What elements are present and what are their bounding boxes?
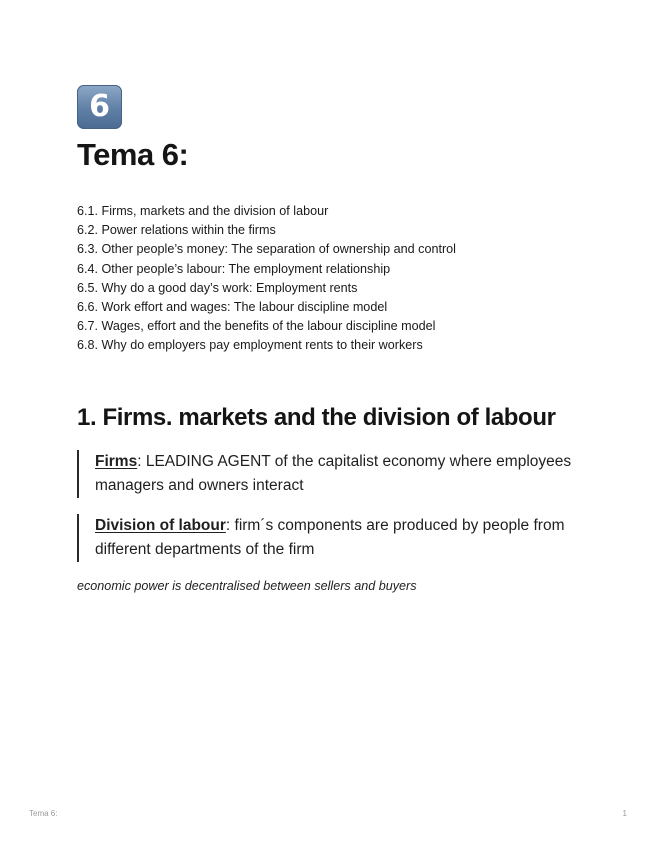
table-of-contents [77, 202, 456, 356]
quote-text: : LEADING AGENT of the capitalist economy where employees managers and owners interact [95, 453, 572, 494]
toc-item: 6.3. Other people’s money: The separation of ownership and control [77, 242, 456, 257]
toc-item: 6.8. Why do employers pay employment rents to their workers [77, 338, 423, 353]
toc-item: 6.5. Why do a good day’s work: Employment rents [77, 280, 358, 295]
quote-term: Firms [95, 453, 138, 470]
toc-item: 6.2. Power relations within the firms [77, 223, 276, 238]
toc-item: 6.7. Wages, effort and the benefits of the labour discipline model [77, 319, 436, 334]
quote-firms [77, 450, 595, 498]
quote-division-of-labour [77, 514, 595, 562]
page-title: Tema 6: [77, 137, 189, 172]
keycap-digit-six-icon: 6 [77, 85, 122, 129]
quote-term: Division of labour [95, 517, 226, 534]
toc-item: 6.6. Work effort and wages: The labour discipline model [77, 300, 388, 315]
footer-title: Tema 6: [29, 809, 58, 818]
toc-item: 6.4. Other people’s labour: The employment relationship [77, 261, 391, 276]
quote-text: : firm´s components are produced by people from different departments of the firm [95, 517, 565, 558]
toc-item: 6.1. Firms, markets and the division of labour [77, 204, 329, 218]
italic-note: economic power is decentralised between sellers and buyers [77, 579, 417, 593]
section-heading: 1. Firms. markets and the division of labour [77, 404, 556, 431]
page-number: 1 [622, 809, 627, 818]
